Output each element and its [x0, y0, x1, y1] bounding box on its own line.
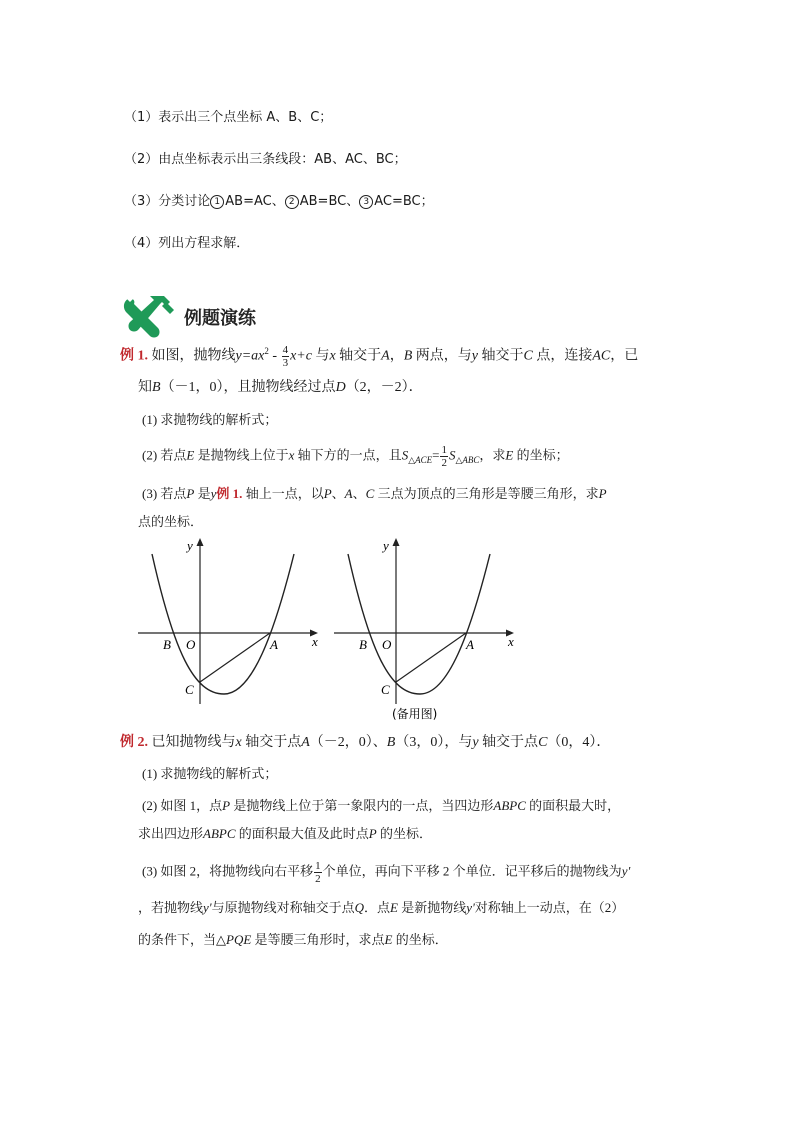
- ex2-q3-cont-2: 的条件下，当△PQE 是等腰三角形时，求点E 的坐标．: [138, 932, 448, 947]
- label-a: A: [270, 637, 278, 652]
- parabola: [152, 554, 294, 694]
- ex1-q2: (2) 若点E 是抛物线上位于x 轴下方的一点，且$S_{\triangle ACE}=$ $\frac{1}{2}$ $S_{\triangle ABC}$，求E 的坐标；: [142, 444, 569, 469]
- label-c: C: [185, 682, 194, 697]
- ex1-label: 例 1.: [120, 348, 148, 364]
- label-x: x: [312, 634, 318, 649]
- label-x: x: [508, 634, 514, 649]
- ex1-q1: (1) 求抛物线的解析式；: [142, 412, 278, 427]
- overlapping-label: 例 1.: [216, 486, 243, 501]
- label-c: C: [381, 682, 390, 697]
- section-title: 例题演练: [184, 308, 256, 329]
- y-axis-arrow: [393, 538, 400, 546]
- section-heading: [120, 292, 360, 342]
- circled-number-3: 3: [359, 195, 373, 209]
- label-y: y: [383, 538, 389, 553]
- ex2-q3: (3) 如图 2，将抛物线向右平移 $\frac{1}{2}$ 个单位，再向下平移 2 个单位．记平移后的抛物线为y': [142, 860, 631, 885]
- label-y: y: [187, 538, 193, 553]
- ex1-q3-cont: 点的坐标．: [138, 514, 204, 529]
- step-1: （1）表示出三个点坐标 A、B、C；: [124, 110, 333, 125]
- label-b: B: [359, 637, 367, 652]
- segment-ac: [396, 633, 466, 682]
- parabola: [348, 554, 490, 694]
- circled-number-2: 2: [285, 195, 299, 209]
- ex2-q2-cont: 求出四边形ABPC 的面积最大值及此时点P 的坐标．: [138, 826, 432, 841]
- step-4: （4）列出方程求解．: [124, 236, 250, 251]
- graph-2: [330, 534, 530, 724]
- ex1-line-2: 知B（－1，0），且抛物线经过点D（2，－2）．: [138, 380, 423, 395]
- ex1-line-1: 例 1. 如图，抛物线$y=ax^2$ - $\frac{4}{3}$ x+c 与x 轴交于A，B 两点，与y 轴交于C 点，连接AC，已: [120, 343, 639, 369]
- fraction-4-3: $\frac{4}{3}$: [282, 343, 289, 369]
- step-3: （3）分类讨论 1 AB=AC、 2 AB=BC、 3 AC=BC；: [124, 194, 434, 209]
- ex2-line-1: 例 2. 已知抛物线与x 轴交于点A（－2，0）、B（3，0），与y 轴交于点C（0，4）．: [120, 735, 611, 750]
- step-2: （2）由点坐标表示出三条线段：AB、AC、BC；: [124, 152, 407, 167]
- graph-caption: (备用图): [392, 707, 438, 721]
- circled-number-1: 1: [210, 195, 224, 209]
- label-o: O: [186, 637, 196, 652]
- fraction-1-2: $\frac{1}{2}$: [315, 860, 321, 885]
- ex2-q3-cont-1: ，若抛物线y'与原抛物线对称轴交于点Q．点E 是新抛物线y'对称轴上一动点，在（2）: [138, 900, 625, 915]
- graph-1: [134, 534, 334, 706]
- y-axis-arrow: [197, 538, 204, 546]
- segment-ac: [200, 633, 270, 682]
- ex2-q2: (2) 如图 1，点P 是抛物线上位于第一象限内的一点，当四边形ABPC 的面积最大时，: [142, 798, 621, 813]
- ex2-q1: (1) 求抛物线的解析式；: [142, 766, 278, 781]
- label-b: B: [163, 637, 171, 652]
- label-o: O: [382, 637, 392, 652]
- ex1-q3: (3) 若点P 是y例 1. 轴上一点，以P、A、C 三点为顶点的三角形是等腰三角形，求P: [142, 486, 607, 501]
- ex2-label: 例 2.: [120, 735, 148, 750]
- fraction-1-2: $\frac{1}{2}$: [441, 444, 447, 469]
- label-a: A: [466, 637, 474, 652]
- tools-icon: [120, 292, 176, 342]
